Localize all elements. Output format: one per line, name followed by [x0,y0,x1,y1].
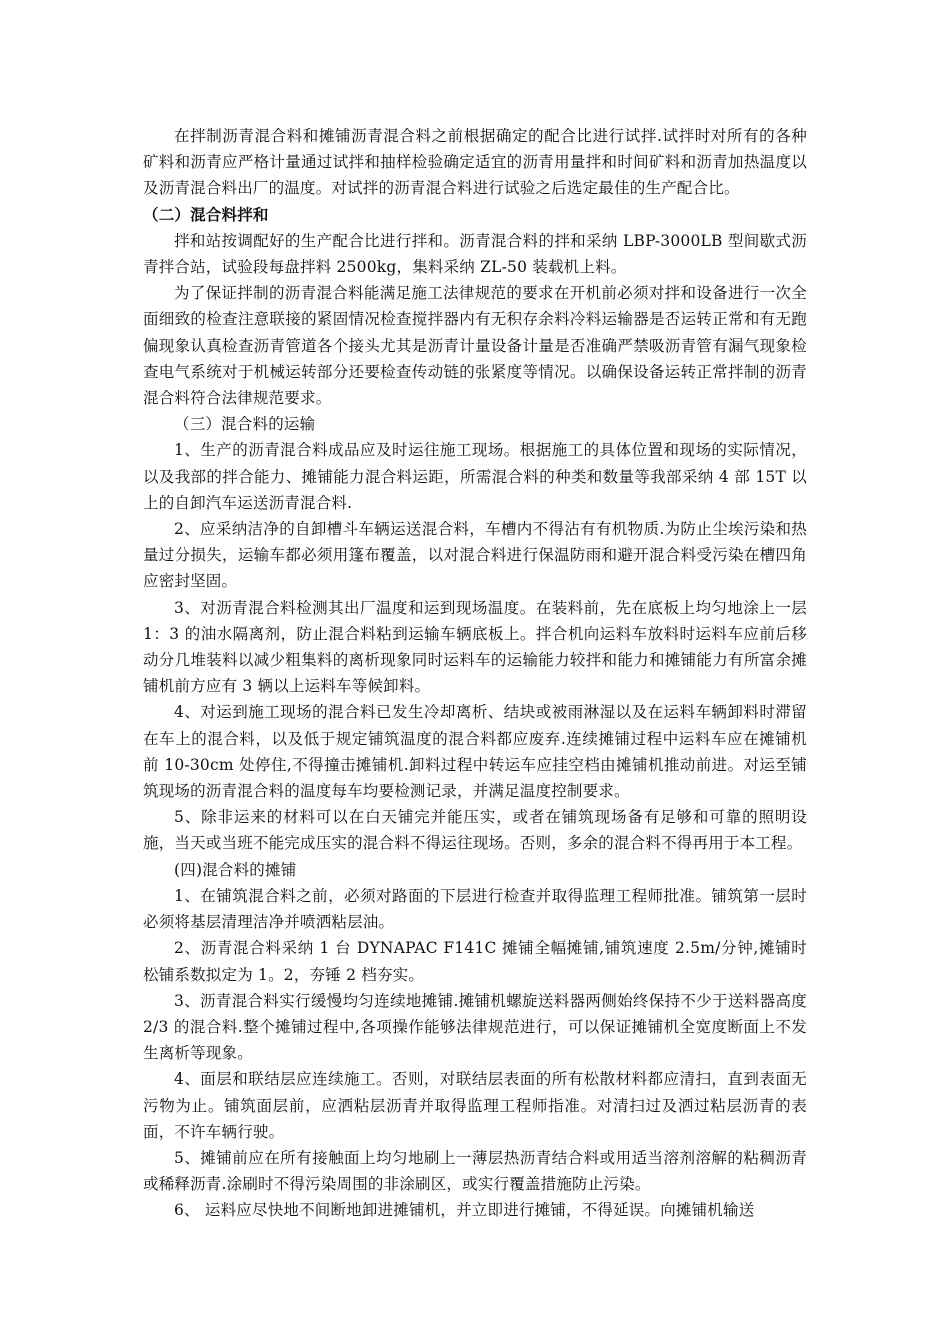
paragraph-trial-mix: 在拌制沥青混合料和摊铺沥青混合料之前根据确定的配合比进行试拌.试拌时对所有的各种矿料和沥青应严格计量通过试拌和抽样检验确定适宜的沥青用量拌和时间矿料和沥青加热温度以及沥青混合料出厂的温度。对试拌的沥青混合料进行试验之后选定最佳的生产配合比。 [143,127,807,198]
paragraph-paving-6: 6、 运料应尽快地不间断地卸进摊铺机，并立即进行摊铺，不得延误。向摊铺机输送 [174,1201,755,1220]
paragraph-paving-1: 1、在铺筑混合料之前，必须对路面的下层进行检查并取得监理工程师批准。铺筑第一层时必须将基层清理洁净并喷洒粘层油。 [143,886,807,932]
paragraph-transport-3: 3、对沥青混合料检测其出厂温度和运到现场温度。在装料前，先在底板上均匀地涂上一层 1：3 的油水隔离剂，防止混合料粘到运输车辆底板上。拌合机向运料车放料时运料车应前后移动分几堆装料以减少粗集料的离析现象同时运料车的运输能力较拌和能力和摊铺能力有所富余摊铺机前方应有 3 辆以上运料车等候卸料。 [143,598,807,696]
paragraph-paving-3: 3、沥青混合料实行缓慢均匀连续地摊铺.摊铺机螺旋送料器两侧始终保持不少于送料器高度 2/3 的混合料.整个摊铺过程中,各项操作能够法律规范进行，可以保证摊铺机全宽度断面上不发生离析等现象。 [143,991,807,1063]
paragraph-transport-5: 5、除非运来的材料可以在白天铺完并能压实，或者在铺筑现场备有足够和可靠的照明设施，当天或当班不能完成压实的混合料不得运往现场。否则，多余的混合料不得再用于本工程。 [143,808,807,853]
paragraph-paving-4: 4、面层和联结层应连续施工。否则，对联结层表面的所有松散材料都应清扫，直到表面无污物为止。铺筑面层前，应洒粘层沥青并取得监理工程师指准。对清扫过及洒过粘层沥青的表面，不许车辆行驶。 [143,1070,807,1141]
paragraph-transport-2: 2、应采纳洁净的自卸槽斗车辆运送混合料，车槽内不得沾有有机物质.为防止尘埃污染和热量过分损失，运输车都必须用篷布覆盖，以对混合料进行保温防雨和避开混合料受污染在槽四角应密封坚固。 [143,520,807,591]
section-heading-transport: （三）混合料的运输 [174,415,316,434]
paragraph-paving-2: 2、沥青混合料采纳 1 台 DYNAPAC F141C 摊铺全幅摊铺,铺筑速度 2.5m/分钟,摊铺时松铺系数拟定为 1。2，夯锤 2 档夯实。 [143,939,807,984]
document-body [143,123,807,1224]
section-heading-mixing: （二）混合料拌和 [143,205,269,224]
section-heading-paving: (四)混合料的摊铺 [174,860,297,879]
paragraph-mixing-station: 拌和站按调配好的生产配合比进行拌和。沥青混合料的拌和采纳 LBP-3000LB 型间歇式沥青拌合站，试验段每盘拌料 2500kg，集料采纳 ZL-50 装载机上料。 [143,231,807,277]
paragraph-transport-4: 4、对运到施工现场的混合料已发生冷却离析、结块或被雨淋湿以及在运料车辆卸料时滞留在车上的混合料，以及低于规定铺筑温度的混合料都应废弃.连续摊铺过程中运料车应在摊铺机前 10-30cm 处停住,不得撞击摊铺机.卸料过程中转运车应挂空档由摊铺机推动前进。对运至铺筑现场的沥青混合料的温度每车均要检测记录，并满足温度控制要求。 [143,703,807,801]
paragraph-paving-5: 5、摊铺前应在所有接触面上均匀地刷上一薄层热沥青结合料或用适当溶剂溶解的粘稠沥青或稀释沥青.涂刷时不得污染周围的非涂刷区，或实行覆盖措施防止污染。 [143,1148,807,1194]
paragraph-equipment-check: 为了保证拌制的沥青混合料能满足施工法律规范的要求在开机前必须对拌和设备进行一次全面细致的检查注意联接的紧固情况检查搅拌器内有无积存余料冷料运输器是否运转正常和有无跑偏现象认真检查沥青管道各个接头尤其是沥青计量设备计量是否准确严禁吸沥青管有漏气现象检查电气系统对于机械运转部分还要检查传动链的张紧度等情况。以确保设备运转正常拌制的沥青混合料符合法律规范要求。 [143,284,807,408]
paragraph-transport-1: 1、生产的沥青混合料成品应及时运往施工现场。根据施工的具体位置和现场的实际情况，以及我部的拌合能力、摊铺能力混合料运距，所需混合料的种类和数量等我部采纳 4 部 15T 以上的自卸汽车运送沥青混合料. [143,441,807,512]
